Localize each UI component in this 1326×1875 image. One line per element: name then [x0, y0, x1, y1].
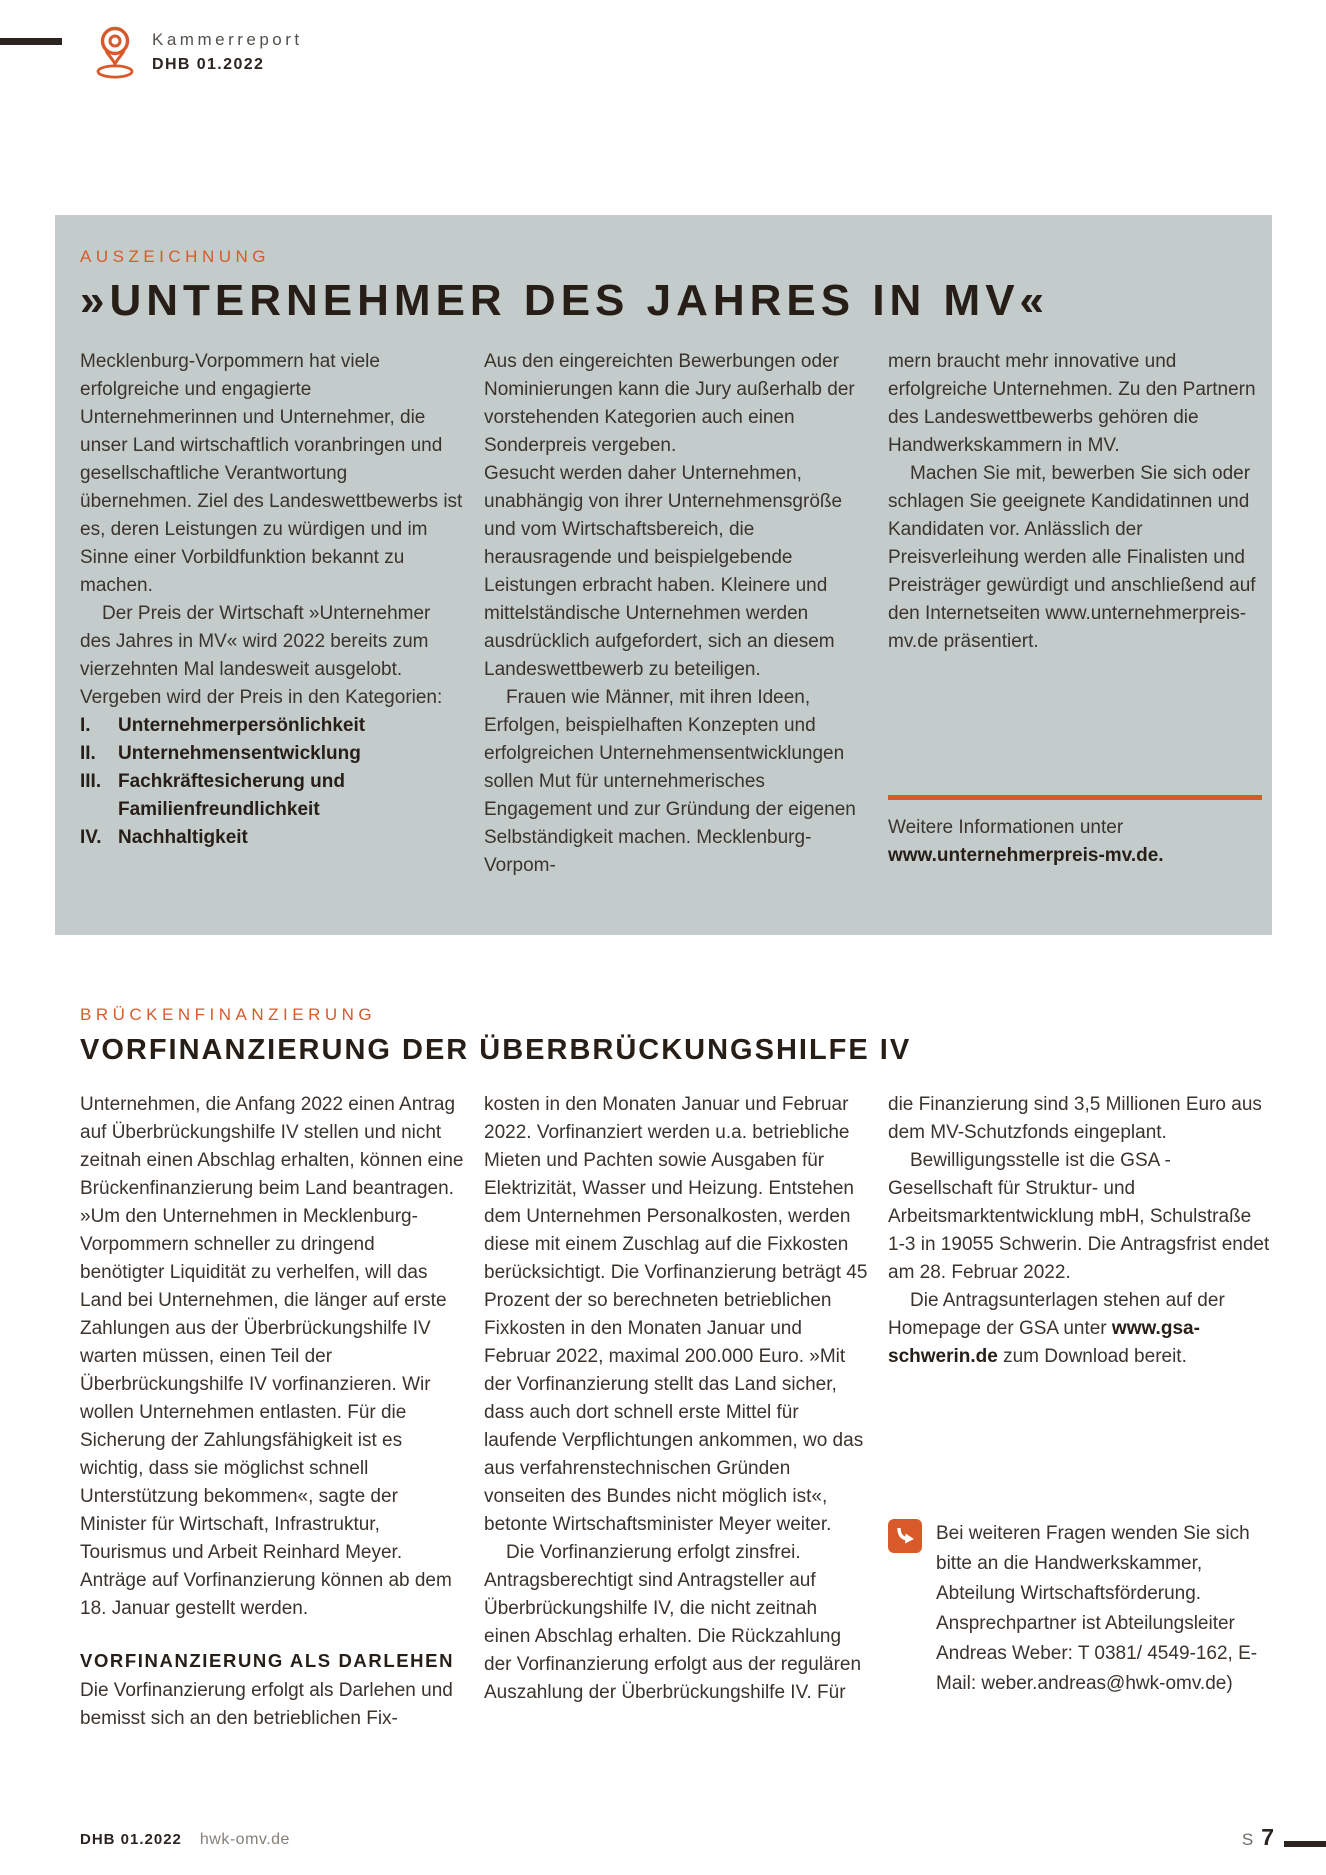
- award-column-1: [80, 348, 464, 908]
- category-number: I.: [80, 715, 91, 737]
- contact-note-text: Bei weiteren Fragen wenden Sie sich bitte an die Handwerkskammer, Abteilung Wirtschaftsförderung. Ansprechpartner ist Abteilungsleiter Andreas Weber: T 0381/ 4549-162, E-Mail: weber.andreas@hwk-omv.de): [936, 1523, 1258, 1694]
- financing-column-3: [888, 1091, 1272, 1733]
- categories-intro: Vergeben wird der Preis in den Kategorien:: [80, 687, 443, 709]
- top-left-edge-bar: [0, 38, 62, 45]
- paragraph: [888, 1287, 1272, 1371]
- paragraph: Mecklenburg-Vorpommern hat viele erfolgreiche und engagierte Unternehmerinnen und Unternehmer, die unser Land wirtschaftlich voranbringen und gesellschaftliche Verantwortung übernehmen. Ziel des Landeswettbewerbs ist es, deren Leistungen zu würdigen und im Sinne einer Vorbildfunktion bekannt zu machen.: [80, 351, 463, 597]
- paragraph: die Finanzierung sind 3,5 Millionen Euro aus dem MV-Schutzfonds eingeplant.: [888, 1094, 1262, 1143]
- article-financing: [80, 1005, 1272, 1733]
- article-financing-columns: [80, 1091, 1272, 1733]
- category-item: [80, 712, 464, 740]
- paragraph: Frauen wie Männer, mit ihren Ideen, Erfolgen, beispielhaften Konzepten und erfolgreichen Unternehmensentwicklungen sollen Mut für unternehmerisches Engagement und zur Gründung der eigenen Selbständigkeit machen. Mecklenburg-Vorpom-: [484, 687, 856, 877]
- footer-issue: DHB 01.2022: [80, 1831, 182, 1848]
- article-financing-title: VORFINANZIERUNG DER ÜBERBRÜCKUNGSHILFE IV: [80, 1034, 912, 1066]
- category-number: III.: [80, 771, 102, 793]
- categories-list: [80, 712, 464, 852]
- download-text-post: zum Download bereit.: [997, 1346, 1187, 1367]
- loan-subheading: VORFINANZIERUNG ALS DARLEHEN: [80, 1650, 455, 1671]
- article-award-kicker: AUSZEICHNUNG: [80, 247, 271, 266]
- category-label: Unternehmensentwicklung: [118, 743, 361, 765]
- masthead-issue: DHB 01.2022: [152, 56, 265, 73]
- masthead-kicker: Kammerreport: [152, 30, 303, 49]
- accent-rule: [888, 795, 1262, 800]
- contact-note: [888, 1519, 1272, 1699]
- financing-column-1: [80, 1091, 464, 1733]
- article-award: [55, 215, 1272, 935]
- more-info-label: Weitere Informationen unter: [888, 817, 1124, 839]
- category-label: Fachkräftesicherung und Familienfreundlichkeit: [118, 771, 345, 821]
- arrow-marker-icon: [888, 1519, 922, 1553]
- footer-website: hwk-omv.de: [199, 1831, 290, 1848]
- paragraph: Die Vorfinanzierung erfolgt zinsfrei. Antragsberechtigt sind Antragsteller auf Überbrückungshilfe IV, die nicht zeitnah einen Abschlag erhalten. Die Rückzahlung der Vorfinanzierung erfolgt aus der regulären Auszahlung der Überbrückungshilfe IV. Für: [484, 1542, 862, 1703]
- paragraph: Unternehmen, die Anfang 2022 einen Antrag auf Überbrückungshilfe IV stellen und nicht zeitnah einen Abschlag erhalten, können eine Brückenfinanzierung beim Land beantragen. »Um den Unternehmen in Mecklenburg-Vorpommern schneller zu dringend benötigter Liquidität zu verhelfen, will das Land bei Unternehmen, die länger auf erste Zahlungen aus der Überbrückungshilfe IV warten müssen, einen Teil der Überbrückungshilfe IV vorfinanzieren. Wir wollen Unternehmen entlasten. Für die Sicherung der Zahlungsfähigkeit ist es wichtig, dass sie möglichst schnell Unterstützung bekommen«, sagte der Minister für Wirtschaft, Infrastruktur, Tourismus und Arbeit Reinhard Meyer. Anträge auf Vorfinanzierung können ab dem 18. Januar gestellt werden.: [80, 1094, 464, 1619]
- financing-column-2: [484, 1091, 868, 1733]
- footer-left: [80, 1831, 290, 1849]
- category-label: Unternehmerpersönlichkeit: [118, 715, 366, 737]
- footer-page-prefix: S: [1241, 1830, 1254, 1849]
- download-text-pre: Die Antragsunterlagen stehen auf der Homepage der GSA unter: [888, 1290, 1225, 1339]
- category-number: II.: [80, 743, 96, 765]
- paragraph: kosten in den Monaten Januar und Februar 2022. Vorfinanziert werden u.a. betriebliche Mieten und Pachten sowie Ausgaben für Elektrizität, Wasser und Heizung. Entstehen dem Unternehmen Personalkosten, werden diese mit einem Zuschlag auf die Fixkosten berücksichtigt. Die Vorfinanzierung beträgt 45 Prozent der so berechneten betrieblichen Fixkosten in den Monaten Januar und Februar 2022, maximal 200.000 Euro. »Mit der Vorfinanzierung stellt das Land sicher, dass auch dort schnell erste Mittel für laufende Verpflichtungen ankommen, wo das aus verfahrenstechnischen Gründen vonseiten des Bundes nicht möglich ist«, betonte Wirtschaftsminister Meyer weiter.: [484, 1094, 868, 1535]
- award-column-3: [888, 348, 1272, 908]
- footer-page-indicator: [1242, 1824, 1274, 1851]
- paragraph: mern braucht mehr innovative und erfolgreiche Unternehmen. Zu den Partnern des Landeswettbewerbs gehören die Handwerkskammern in MV.: [888, 351, 1256, 457]
- bottom-right-edge-bar: [1284, 1841, 1326, 1847]
- masthead-text: [152, 24, 303, 74]
- paragraph: Bewilligungsstelle ist die GSA - Gesellschaft für Struktur- und Arbeitsmarktentwicklung mbH, Schulstraße 1-3 in 19055 Schwerin. Die Antragsfrist endet am 28. Februar 2022.: [888, 1150, 1270, 1283]
- award-column-2: [484, 348, 868, 908]
- category-item: [80, 824, 464, 852]
- article-award-title: »UNTERNEHMER DES JAHRES IN MV«: [80, 276, 1050, 325]
- paragraph: Der Preis der Wirtschaft »Unternehmer des Jahres in MV« wird 2022 bereits zum vierzehnten Mal landesweit ausgelobt.: [80, 603, 431, 681]
- article-award-columns: [80, 348, 1272, 908]
- article-financing-kicker: BRÜCKENFINANZIERUNG: [80, 1005, 377, 1024]
- paragraph: Machen Sie mit, bewerben Sie sich oder schlagen Sie geeignete Kandidatinnen und Kandidaten vor. Anlässlich der Preisverleihung werden alle Finalisten und Preisträger gewürdigt und anschließend auf den Internetseiten www.unternehmerpreis-mv.de präsentiert.: [888, 463, 1256, 653]
- paragraph: Die Vorfinanzierung erfolgt als Darlehen und bemisst sich an den betrieblichen Fix-: [80, 1680, 453, 1729]
- footer-page-number: 7: [1261, 1824, 1274, 1850]
- category-item: [80, 740, 464, 768]
- category-item: [80, 768, 464, 824]
- more-info-block: [888, 795, 1262, 870]
- masthead: [93, 24, 303, 87]
- paragraph: Gesucht werden daher Unternehmen, unabhängig von ihrer Unternehmensgröße und vom Wirtschaftsbereich, die herausragende und beispielgebende Leistungen erbracht haben. Kleinere und mittelständische Unternehmen werden ausdrücklich aufgefordert, sich an diesem Landeswettbewerb zu beteiligen.: [484, 463, 843, 681]
- location-pin-logo-icon: [93, 24, 137, 87]
- category-number: IV.: [80, 827, 102, 849]
- category-label: Nachhaltigkeit: [118, 827, 248, 849]
- more-info-url: www.unternehmerpreis-mv.de.: [888, 845, 1164, 867]
- gsa-url: www.gsa-schwerin.de: [888, 1318, 1200, 1367]
- paragraph: Aus den eingereichten Bewerbungen oder Nominierungen kann die Jury außerhalb der vorstehenden Kategorien auch einen Sonderpreis vergeben.: [484, 351, 855, 457]
